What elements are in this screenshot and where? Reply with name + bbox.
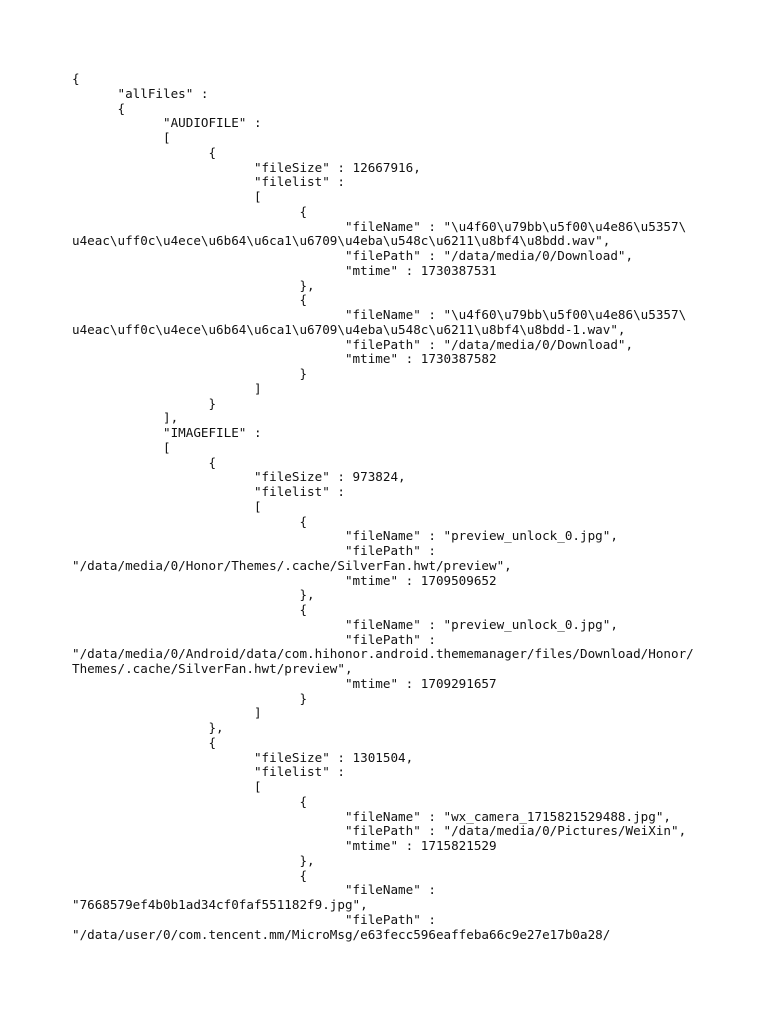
code-line: { xyxy=(72,602,308,617)
code-line: "/data/user/0/com.tencent.mm/MicroMsg/e63fecc596eaffeba66c9e27e17b0a28/ xyxy=(72,926,611,942)
code-line: } xyxy=(72,366,308,381)
code-line: "filePath" : xyxy=(72,631,436,647)
code-line: } xyxy=(72,395,217,411)
code-line: ] xyxy=(72,380,262,396)
code-line: "mtime" : 1709509652 xyxy=(72,572,497,588)
code-line: "filePath" : xyxy=(72,543,436,558)
code-line: "fileName" : "preview_unlock_0.jpg", xyxy=(72,616,618,632)
code-line: }, xyxy=(72,852,315,868)
code-line: { xyxy=(72,454,217,470)
code-line: "fileSize" : 973824, xyxy=(72,469,406,485)
code-line: "AUDIOFILE" : xyxy=(72,115,262,131)
code-line: "filePath" : "/data/media/0/Download", xyxy=(72,336,634,352)
code-line: { xyxy=(72,71,80,86)
code-line: "fileSize" : 12667916, xyxy=(72,159,421,175)
code-line: { xyxy=(72,292,308,308)
code-line: "fileName" : xyxy=(72,882,436,898)
code-line: "fileName" : "\u4f60\u79bb\u5f00\u4e86\u5357\ xyxy=(72,307,687,322)
code-line: "allFiles" : xyxy=(72,85,209,101)
code-line: "filePath" : "/data/media/0/Pictures/WeiXin", xyxy=(72,823,687,839)
code-line: } xyxy=(72,690,308,706)
code-line: u4eac\uff0c\u4ece\u6b64\u6ca1\u6709\u4eba\u548c\u6211\u8bf4\u8bdd-1.wav", xyxy=(72,321,626,337)
code-line: }, xyxy=(72,720,224,735)
code-line: { xyxy=(72,513,308,529)
code-line: [ xyxy=(72,439,171,455)
code-line: "filePath" : xyxy=(72,911,436,927)
code-line: "fileSize" : 1301504, xyxy=(72,749,414,765)
code-line: { xyxy=(72,144,217,160)
code-line: "filePath" : "/data/media/0/Download", xyxy=(72,248,634,263)
code-line: { xyxy=(72,793,308,809)
code-line: }, xyxy=(72,587,315,603)
code-line: "fileName" : "preview_unlock_0.jpg", xyxy=(72,528,618,544)
code-line: { xyxy=(72,867,308,883)
code-line: { xyxy=(72,734,217,750)
code-line: "mtime" : 1730387531 xyxy=(72,262,497,278)
code-line: "fileName" : "\u4f60\u79bb\u5f00\u4e86\u5357\ xyxy=(72,218,687,234)
code-line: "/data/media/0/Android/data/com.hihonor.android.thememanager/files/Download/Honor/ xyxy=(72,646,694,662)
code-line: { xyxy=(72,100,126,116)
code-line: "filelist" : xyxy=(72,764,345,780)
code-line: "/data/media/0/Honor/Themes/.cache/SilverFan.hwt/preview", xyxy=(72,557,512,573)
code-line: "fileName" : "wx_camera_1715821529488.jpg", xyxy=(72,808,671,824)
code-line: [ xyxy=(72,189,262,204)
code-line: "mtime" : 1730387582 xyxy=(72,351,497,367)
code-line: "mtime" : 1709291657 xyxy=(72,675,497,691)
json-code-block xyxy=(72,72,712,942)
code-line: ] xyxy=(72,705,262,721)
code-line: ], xyxy=(72,410,179,426)
code-line: u4eac\uff0c\u4ece\u6b64\u6ca1\u6709\u4eba\u548c\u6211\u8bf4\u8bdd.wav", xyxy=(72,233,611,249)
code-line: "IMAGEFILE" : xyxy=(72,425,262,440)
code-line: [ xyxy=(72,130,171,145)
code-line: "filelist" : xyxy=(72,484,345,499)
code-line: [ xyxy=(72,498,262,514)
code-line: Themes/.cache/SilverFan.hwt/preview", xyxy=(72,661,353,676)
code-line: { xyxy=(72,203,308,219)
code-line: [ xyxy=(72,779,262,794)
code-line: "filelist" : xyxy=(72,174,345,190)
code-line: "mtime" : 1715821529 xyxy=(72,838,497,853)
code-line: "7668579ef4b0b1ad34cf0faf551182f9.jpg", xyxy=(72,897,368,912)
code-line: }, xyxy=(72,277,315,293)
